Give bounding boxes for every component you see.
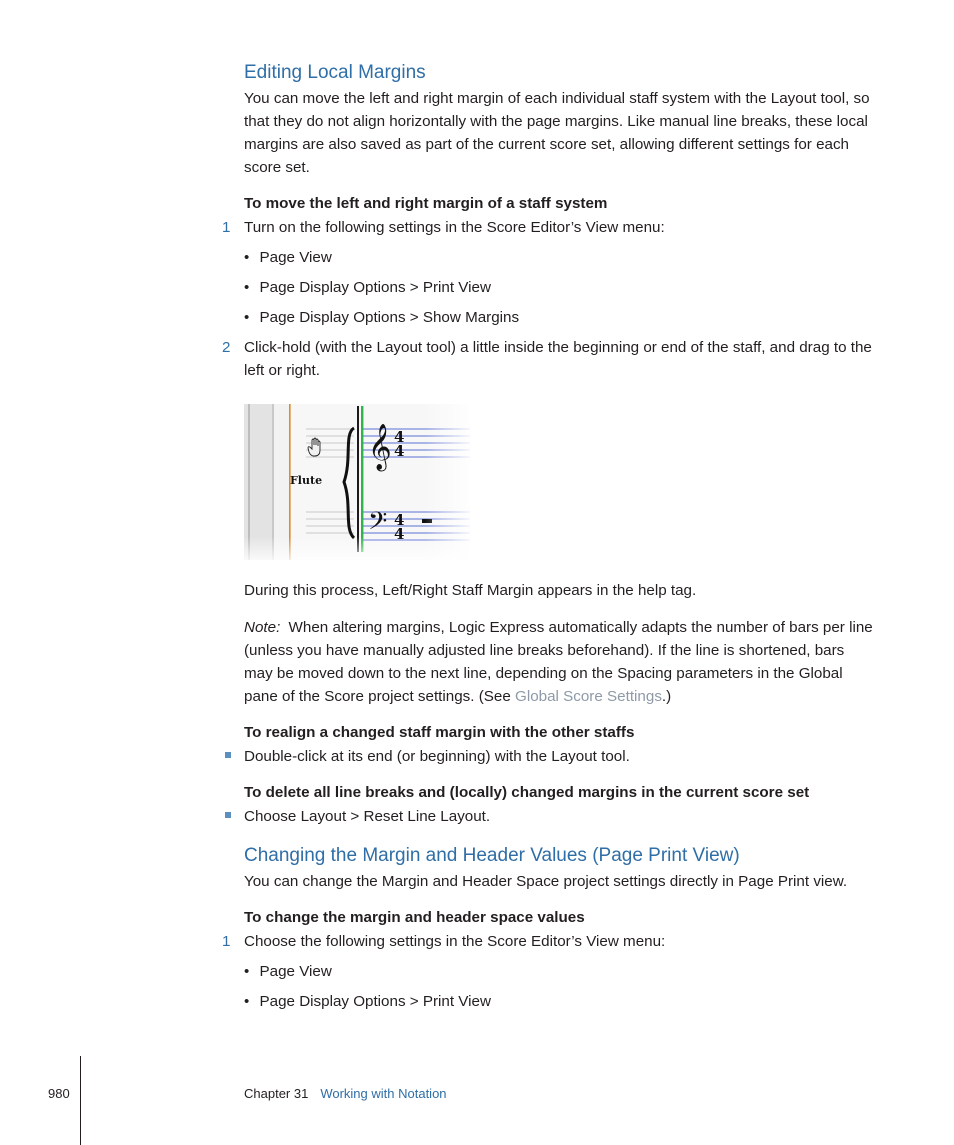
step-1-text: Turn on the following settings in the Score Editor’s View menu: <box>244 219 665 236</box>
square-bullet-icon <box>225 752 231 758</box>
task3-step-text: Choose Layout > Reset Line Layout. <box>244 808 491 825</box>
bullet-text: Page View <box>259 963 332 980</box>
step-1 <box>222 216 230 239</box>
score-figure-svg <box>244 404 470 560</box>
section-heading-editing-local-margins: Editing Local Margins <box>244 62 426 83</box>
step-1-text: Choose the following settings in the Score Editor’s View menu: <box>244 933 666 950</box>
bullet-text: Page View <box>259 249 332 266</box>
step-2 <box>222 336 230 359</box>
step-2-text: Click-hold (with the Layout tool) a little inside the beginning or end of the staff, and drag to the left or right. <box>244 339 872 379</box>
step-1 <box>222 930 230 953</box>
step-number: 2 <box>222 339 231 356</box>
bullet-item <box>244 306 519 329</box>
bullet-text: Page Display Options > Show Margins <box>259 309 520 326</box>
task-title-delete-breaks: To delete all line breaks and (locally) changed margins in the current score set <box>244 784 810 801</box>
footer-chapter <box>244 1086 447 1101</box>
task-title-change-margin: To change the margin and header space values <box>244 909 585 926</box>
note-text: When altering margins, Logic Express automatically adapts the number of bars per line (unless you have manually adjusted line breaks beforehand). If the line is shortened, bars may be moved down to the next line, depending on the Spacing parameters in the Global pane of the Score project settings. (See <box>244 619 873 705</box>
note-end: .) <box>661 688 672 705</box>
bullet-item <box>244 960 332 983</box>
intro-paragraph: You can move the left and right margin of each individual staff system with the Layout tool, so that they do not align horizontally with the page margins. Like manual line breaks, these local margins are also saved as part of the current score set, allowing different settings for each score set. <box>244 90 870 176</box>
task-title-move-margin: To move the left and right margin of a staff system <box>244 195 608 212</box>
note-label: Note: <box>244 619 281 636</box>
task-title-realign: To realign a changed staff margin with the other staffs <box>244 724 635 741</box>
note-paragraph <box>244 616 876 708</box>
section2-intro: You can change the Margin and Header Space project settings directly in Page Print view. <box>244 873 848 890</box>
after-figure-text: During this process, Left/Right Staff Margin appears in the help tag. <box>244 582 697 599</box>
bullet-item <box>244 246 332 269</box>
bullet-text: Page Display Options > Print View <box>259 993 491 1010</box>
step-number: 1 <box>222 933 231 950</box>
bullet-dot-icon: • <box>244 963 250 980</box>
section-heading-changing-margin: Changing the Margin and Header Values (Page Print View) <box>244 845 740 866</box>
chapter-title: Working with Notation <box>320 1086 447 1101</box>
task2-step-text: Double-click at its end (or beginning) with the Layout tool. <box>244 748 630 765</box>
score-editor-figure <box>244 404 470 560</box>
global-score-settings-link[interactable]: Global Score Settings <box>515 688 662 705</box>
chapter-label: Chapter 31 <box>244 1086 309 1101</box>
bullet-dot-icon: • <box>244 993 250 1010</box>
square-bullet-icon <box>225 812 231 818</box>
footer-rule <box>80 1056 81 1145</box>
bullet-dot-icon: • <box>244 249 250 266</box>
bullet-text: Page Display Options > Print View <box>259 279 491 296</box>
bullet-item <box>244 276 491 299</box>
bullet-dot-icon: • <box>244 309 250 326</box>
page-number: 980 <box>48 1086 70 1101</box>
bullet-dot-icon: • <box>244 279 250 296</box>
step-number: 1 <box>222 219 231 236</box>
bullet-item <box>244 990 491 1013</box>
